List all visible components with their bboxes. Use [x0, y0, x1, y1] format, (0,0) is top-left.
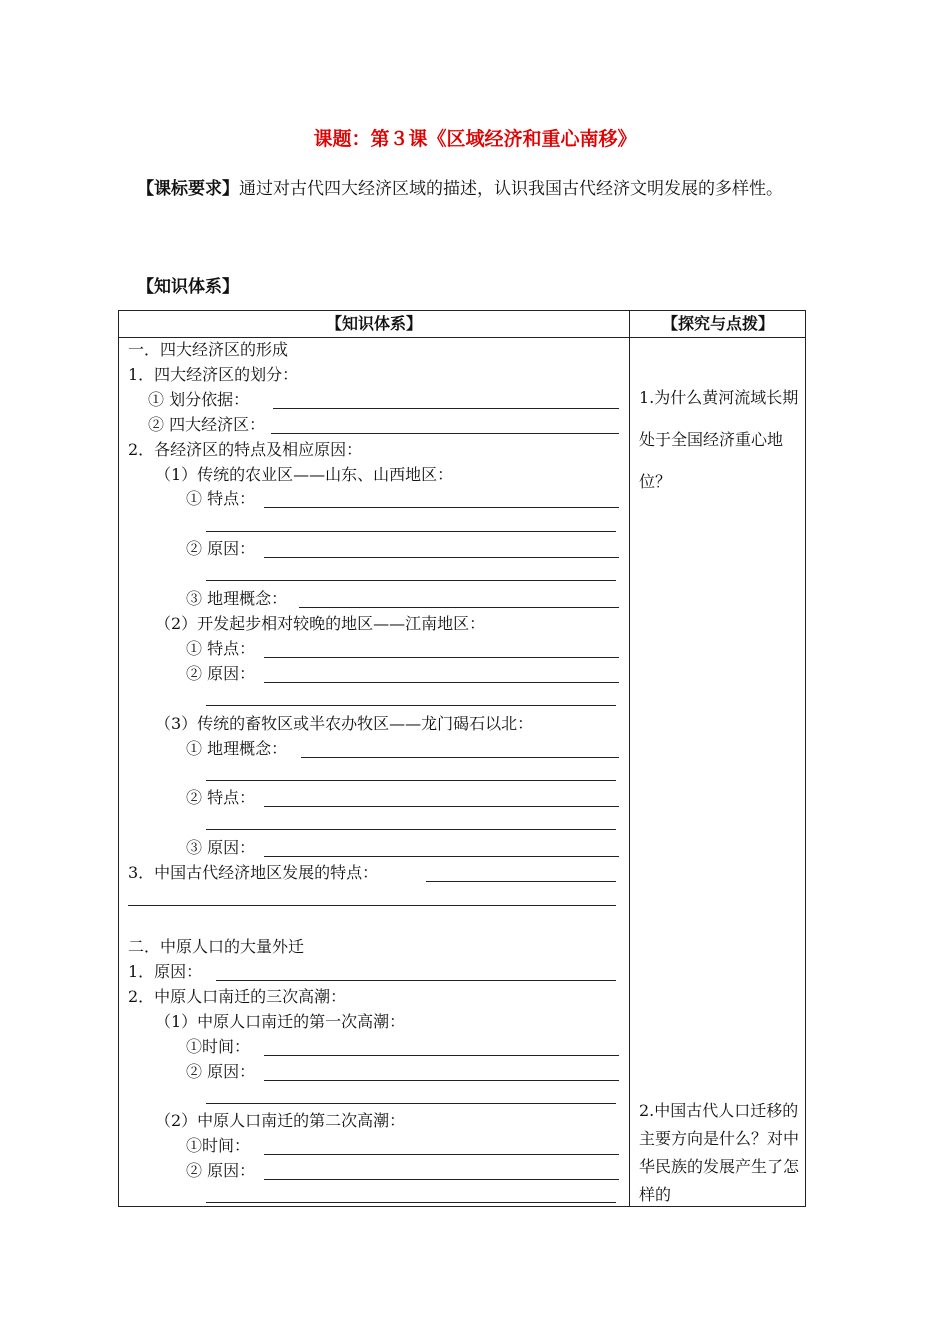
- item-1-2: 2．各经济区的特点及相应原因：: [128, 440, 363, 459]
- agri-feature: ① 特点：: [186, 489, 256, 508]
- blank-line[interactable]: [206, 829, 616, 830]
- blank-line[interactable]: [426, 881, 616, 882]
- blank-line[interactable]: [264, 682, 619, 683]
- blank-line[interactable]: [264, 507, 619, 508]
- blank-line[interactable]: [206, 705, 616, 706]
- blank-line[interactable]: [216, 980, 616, 981]
- jiangnan-reason: ② 原因：: [186, 664, 256, 683]
- wave-1-reason: ② 原因：: [186, 1062, 256, 1081]
- header-divider: [119, 337, 805, 338]
- blank-line[interactable]: [264, 856, 619, 857]
- blank-line[interactable]: [273, 408, 619, 409]
- section-1-title: 一．四大经济区的形成: [128, 340, 289, 359]
- column-divider: [629, 311, 630, 1206]
- item-four-regions: ② 四大经济区：: [148, 415, 266, 434]
- item-2-1: 1．原因：: [128, 962, 203, 981]
- worksheet-table: [118, 310, 806, 1207]
- blank-line[interactable]: [264, 1055, 619, 1056]
- page-title: 课题：第３课《区域经济和重心南移》: [313, 128, 637, 150]
- question-1: 1.为什么黄河流域长期处于全国经济重心地位？: [639, 388, 799, 491]
- subitem-agri: （1）传统的农业区——山东、山西地区：: [155, 465, 454, 484]
- header-explore: 【探究与点拨】: [661, 314, 774, 333]
- blank-line[interactable]: [264, 1154, 619, 1155]
- jiangnan-feature: ① 特点：: [186, 639, 256, 658]
- agri-geo: ③ 地理概念：: [186, 589, 288, 608]
- wave-1-time: ①时间：: [186, 1037, 251, 1056]
- item-2-2: 2．中原人口南迁的三次高潮：: [128, 987, 347, 1006]
- wave-2: （2）中原人口南迁的第二次高潮：: [155, 1111, 406, 1130]
- wave-2-time: ①时间：: [186, 1136, 251, 1155]
- agri-reason: ② 原因：: [186, 539, 256, 558]
- blank-line[interactable]: [264, 557, 619, 558]
- blank-line[interactable]: [299, 607, 619, 608]
- pastoral-feature: ② 特点：: [186, 788, 256, 807]
- pastoral-reason: ③ 原因：: [186, 838, 256, 857]
- blank-line[interactable]: [206, 1103, 616, 1104]
- section-2-title: 二．中原人口的大量外迁: [128, 937, 305, 956]
- blank-line[interactable]: [264, 657, 619, 658]
- wave-1: （1）中原人口南迁的第一次高潮：: [155, 1012, 406, 1031]
- wave-2-reason: ② 原因：: [186, 1161, 256, 1180]
- blank-line[interactable]: [206, 531, 616, 532]
- blank-line[interactable]: [264, 1179, 619, 1180]
- requirement-text: 通过对古代四大经济区域的描述，认识我国古代经济文明发展的多样性。: [239, 179, 783, 199]
- blank-line[interactable]: [206, 780, 616, 781]
- blank-line[interactable]: [206, 580, 616, 581]
- subitem-pastoral: （3）传统的畜牧区或半农办牧区——龙门碣石以北：: [155, 714, 534, 733]
- question-2: 2.中国古代人口迁移的主要方向是什么？对中华民族的发展产生了怎样的: [639, 1101, 800, 1204]
- blank-line[interactable]: [264, 1080, 619, 1081]
- requirement-label: 【课标要求】: [137, 179, 239, 199]
- blank-line[interactable]: [128, 905, 616, 906]
- knowledge-heading: 【知识体系】: [137, 277, 239, 297]
- subitem-jiangnan: （2）开发起步相对较晚的地区——江南地区：: [155, 614, 486, 633]
- item-basis: ① 划分依据：: [148, 390, 250, 409]
- blank-line[interactable]: [271, 433, 619, 434]
- blank-line[interactable]: [264, 806, 619, 807]
- blank-line[interactable]: [301, 757, 619, 758]
- blank-line[interactable]: [206, 1202, 616, 1203]
- pastoral-geo: ① 地理概念：: [186, 739, 288, 758]
- item-1-3: 3．中国古代经济地区发展的特点：: [128, 863, 379, 882]
- curriculum-requirement: [137, 170, 817, 208]
- item-1-1: 1．四大经济区的划分：: [128, 365, 299, 384]
- header-knowledge: 【知识体系】: [325, 314, 422, 333]
